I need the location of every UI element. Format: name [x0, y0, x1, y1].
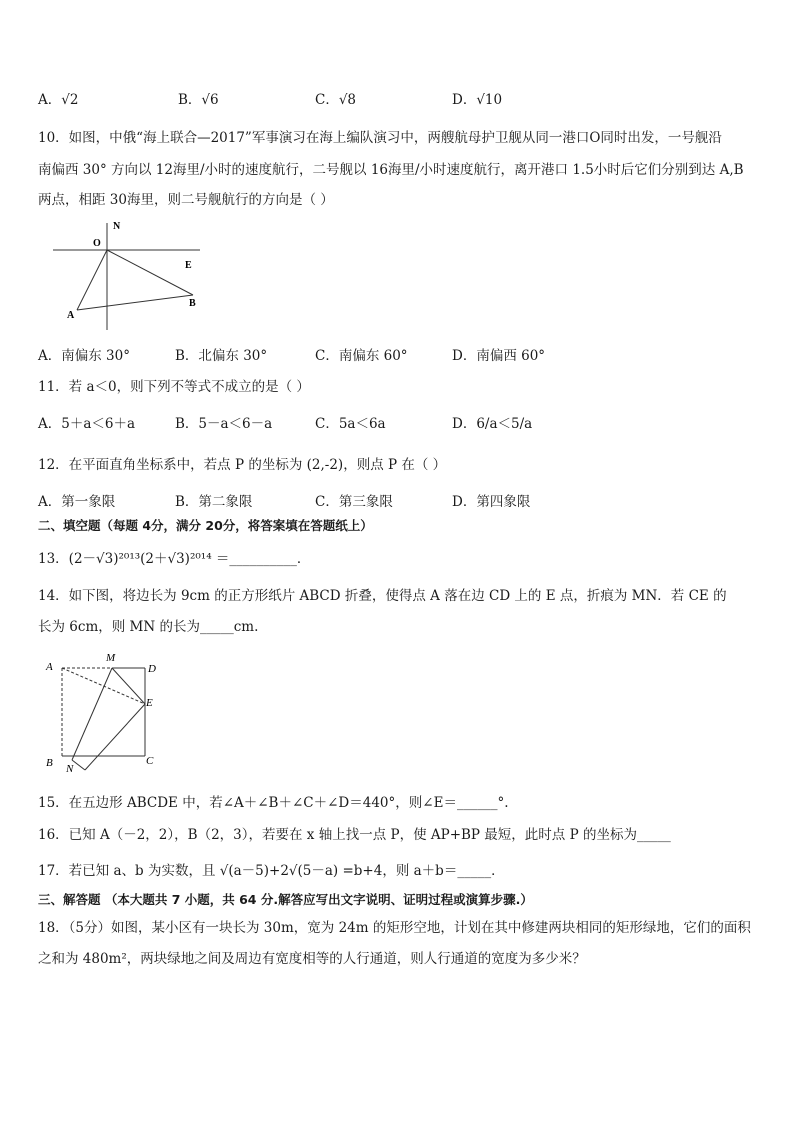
q10-label-b: B — [189, 298, 196, 309]
q10-option-c: C．南偏东 60° — [315, 348, 408, 364]
q14-label-b: B — [46, 757, 53, 769]
q9-option-b: B．√6 — [178, 92, 219, 108]
q10-label-a: A — [67, 310, 75, 321]
q15-stem: 15．在五边形 ABCDE 中，若∠A＋∠B＋∠C＋∠D＝440°，则∠E＝______°. — [38, 795, 509, 811]
q16-stem: 16．已知 A（－2，2），B（2，3），若要在 x 轴上找一点 P，使 AP+BP 最短，此时点 P 的坐标为_____ — [38, 827, 671, 843]
q14-label-m: M — [106, 652, 116, 664]
q10-option-d: D．南偏西 60° — [452, 348, 546, 364]
q12-stem: 12．在平面直角坐标系中，若点 P 的坐标为 (2,-2)，则点 P 在（ ） — [38, 457, 447, 473]
q14-label-c: C — [146, 755, 154, 767]
q14-line-1: 14．如下图，将边长为 9cm 的正方形纸片 ABCD 折叠，使得点 A 落在边 CD 上的 E 点，折痕为 MN．若 CE 的 — [38, 588, 727, 604]
q9-option-a: A．√2 — [38, 92, 79, 108]
q9-option-d: D．√10 — [452, 92, 503, 108]
q10-option-a: A．南偏东 30° — [38, 348, 130, 364]
q10-figure — [45, 215, 215, 335]
q10-label-e: E — [185, 260, 192, 271]
q13-stem: 13．(2－√3)²⁰¹³(2＋√3)²⁰¹⁴ ＝__________． — [38, 551, 311, 567]
q12-option-d: D．第四象限 — [452, 494, 531, 510]
q17-stem: 17．若已知 a、b 为实数，且 √(a－5)+2√(5－a) =b+4，则 a＋b＝_____． — [38, 863, 505, 879]
q11-option-a: A．5＋a＜6＋a — [38, 416, 136, 432]
q14-label-a: A — [46, 661, 53, 673]
q18-line-1: 18．（5分）如图，某小区有一块长为 30m，宽为 24m 的矩形空地，计划在其中修建两块相同的矩形绿地，它们的面积 — [38, 920, 751, 936]
q11-stem: 11．若 a＜0，则下列不等式不成立的是（ ） — [38, 379, 310, 395]
q12-option-a: A．第一象限 — [38, 494, 116, 510]
q11-option-c: C．5a＜6a — [315, 416, 386, 432]
q12-option-c: C．第三象限 — [315, 494, 393, 510]
q9-option-c: C．√8 — [315, 92, 357, 108]
q10-option-b: B．北偏东 30° — [175, 348, 268, 364]
q10-label-o: O — [93, 238, 101, 249]
q18-line-2: 之和为 480m²，两块绿地之间及周边有宽度相等的人行通道，则人行通道的宽度为多少米？ — [38, 951, 586, 967]
q14-line-2: 长为 6cm，则 MN 的长为_____cm. — [38, 619, 259, 635]
q14-figure — [40, 648, 170, 773]
q11-option-b: B．5－a＜6－a — [175, 416, 273, 432]
q14-label-e: E — [146, 697, 153, 709]
section-2-title: 二、填空题（每题 4分，满分 20分，将答案填在答题纸上） — [38, 518, 373, 533]
q14-label-n: N — [66, 763, 74, 773]
q10-label-n: N — [113, 221, 121, 232]
q10-line-3: 两点，相距 30海里，则二号舰航行的方向是（ ） — [38, 192, 334, 208]
q10-line-1: 10．如图，中俄“海上联合—2017”军事演习在海上编队演习中，两艘航母护卫舰从同一港口O同时出发，一号舰沿 — [38, 130, 722, 146]
section-3-title: 三、解答题 （本大题共 7 小题，共 64 分.解答应写出文字说明、证明过程或演算步骤.） — [38, 892, 533, 907]
q14-label-d: D — [148, 663, 156, 675]
q11-option-d: D．6/a＜5/a — [452, 416, 533, 432]
q10-line-2: 南偏西 30° 方向以 12海里/小时的速度航行，二号舰以 16海里/小时速度航行，离开港口 1.5小时后它们分别到达 A,B — [38, 162, 744, 178]
q12-option-b: B．第二象限 — [175, 494, 253, 510]
